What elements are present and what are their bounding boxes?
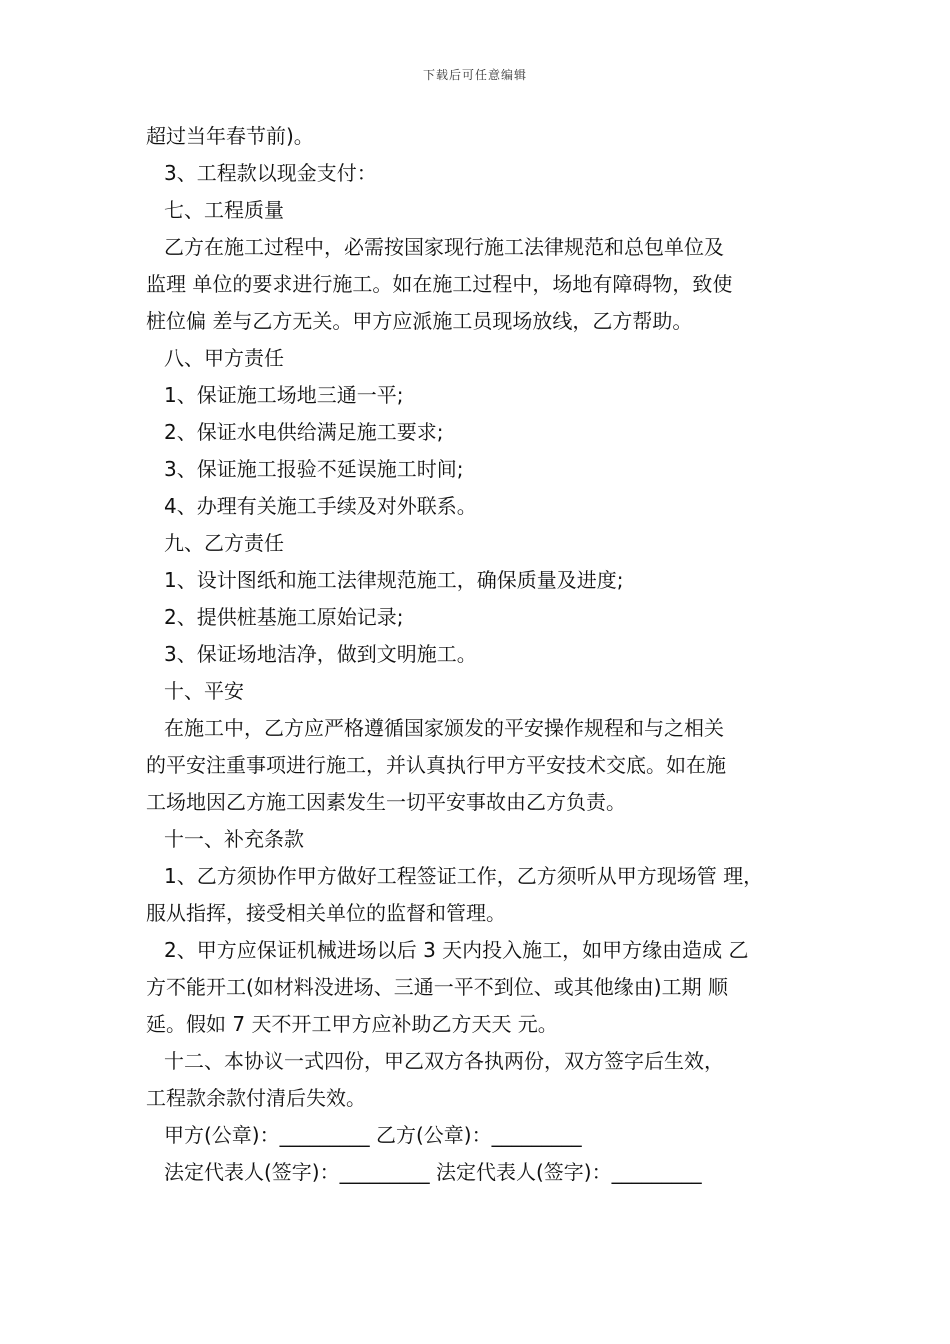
text-line: 2、提供桩基施工原始记录; <box>164 605 404 629</box>
text-line: 的平安注重事项进行施工，并认真执行甲方平安技术交底。如在施 <box>146 753 726 777</box>
text-line: 乙方在施工过程中，必需按国家现行施工法律规范和总包单位及 <box>164 235 724 259</box>
text-line: 工场地因乙方施工因素发生一切平安事故由乙方负责。 <box>146 790 626 814</box>
text-line: 2、保证水电供给满足施工要求; <box>164 420 444 444</box>
text-line: 七、工程质量 <box>164 198 284 222</box>
document-body <box>146 118 814 1191</box>
text-line: 超过当年春节前)。 <box>146 124 314 148</box>
text-line: 3、保证施工报验不延误施工时间; <box>164 457 464 481</box>
text-line: 工程款余款付清后失效。 <box>146 1086 366 1110</box>
text-line: 十、平安 <box>164 679 244 703</box>
text-line: 4、办理有关施工手续及对外联系。 <box>164 494 477 518</box>
text-line: 十二、本协议一式四份，甲乙双方各执两份，双方签字后生效， <box>164 1049 724 1073</box>
text-line: 1、乙方须协作甲方做好工程签证工作，乙方须听从甲方现场管 理， <box>164 864 764 888</box>
text-line: 服从指挥，接受相关单位的监督和管理。 <box>146 901 506 925</box>
text-line: 延。假如 7 天不开工甲方应补助乙方天天 元。 <box>146 1012 558 1036</box>
text-line: 监理 单位的要求进行施工。如在施工过程中，场地有障碍物，致使 <box>146 272 733 296</box>
text-line: 甲方(公章)：_________ 乙方(公章)：_________ <box>164 1123 582 1147</box>
text-line: 1、保证施工场地三通一平; <box>164 383 404 407</box>
text-line: 桩位偏 差与乙方无关。甲方应派施工员现场放线，乙方帮助。 <box>146 309 693 333</box>
text-line: 2、甲方应保证机械进场以后 3 天内投入施工，如甲方缘由造成 乙 <box>164 938 749 962</box>
text-line: 八、甲方责任 <box>164 346 284 370</box>
text-line: 法定代表人(签字)：_________ 法定代表人(签字)：_________ <box>164 1160 702 1184</box>
text-line: 方不能开工(如材料没进场、三通一平不到位、或其他缘由)工期 顺 <box>146 975 728 999</box>
text-line: 在施工中，乙方应严格遵循国家颁发的平安操作规程和与之相关 <box>164 716 724 740</box>
page-header: 下载后可任意编辑 <box>422 68 527 82</box>
text-line: 3、保证场地洁净，做到文明施工。 <box>164 642 477 666</box>
text-line: 九、乙方责任 <box>164 531 284 555</box>
text-line: 十一、补充条款 <box>164 827 304 851</box>
text-line: 1、设计图纸和施工法律规范施工，确保质量及进度; <box>164 568 624 592</box>
text-line: 3、工程款以现金支付： <box>164 161 377 185</box>
